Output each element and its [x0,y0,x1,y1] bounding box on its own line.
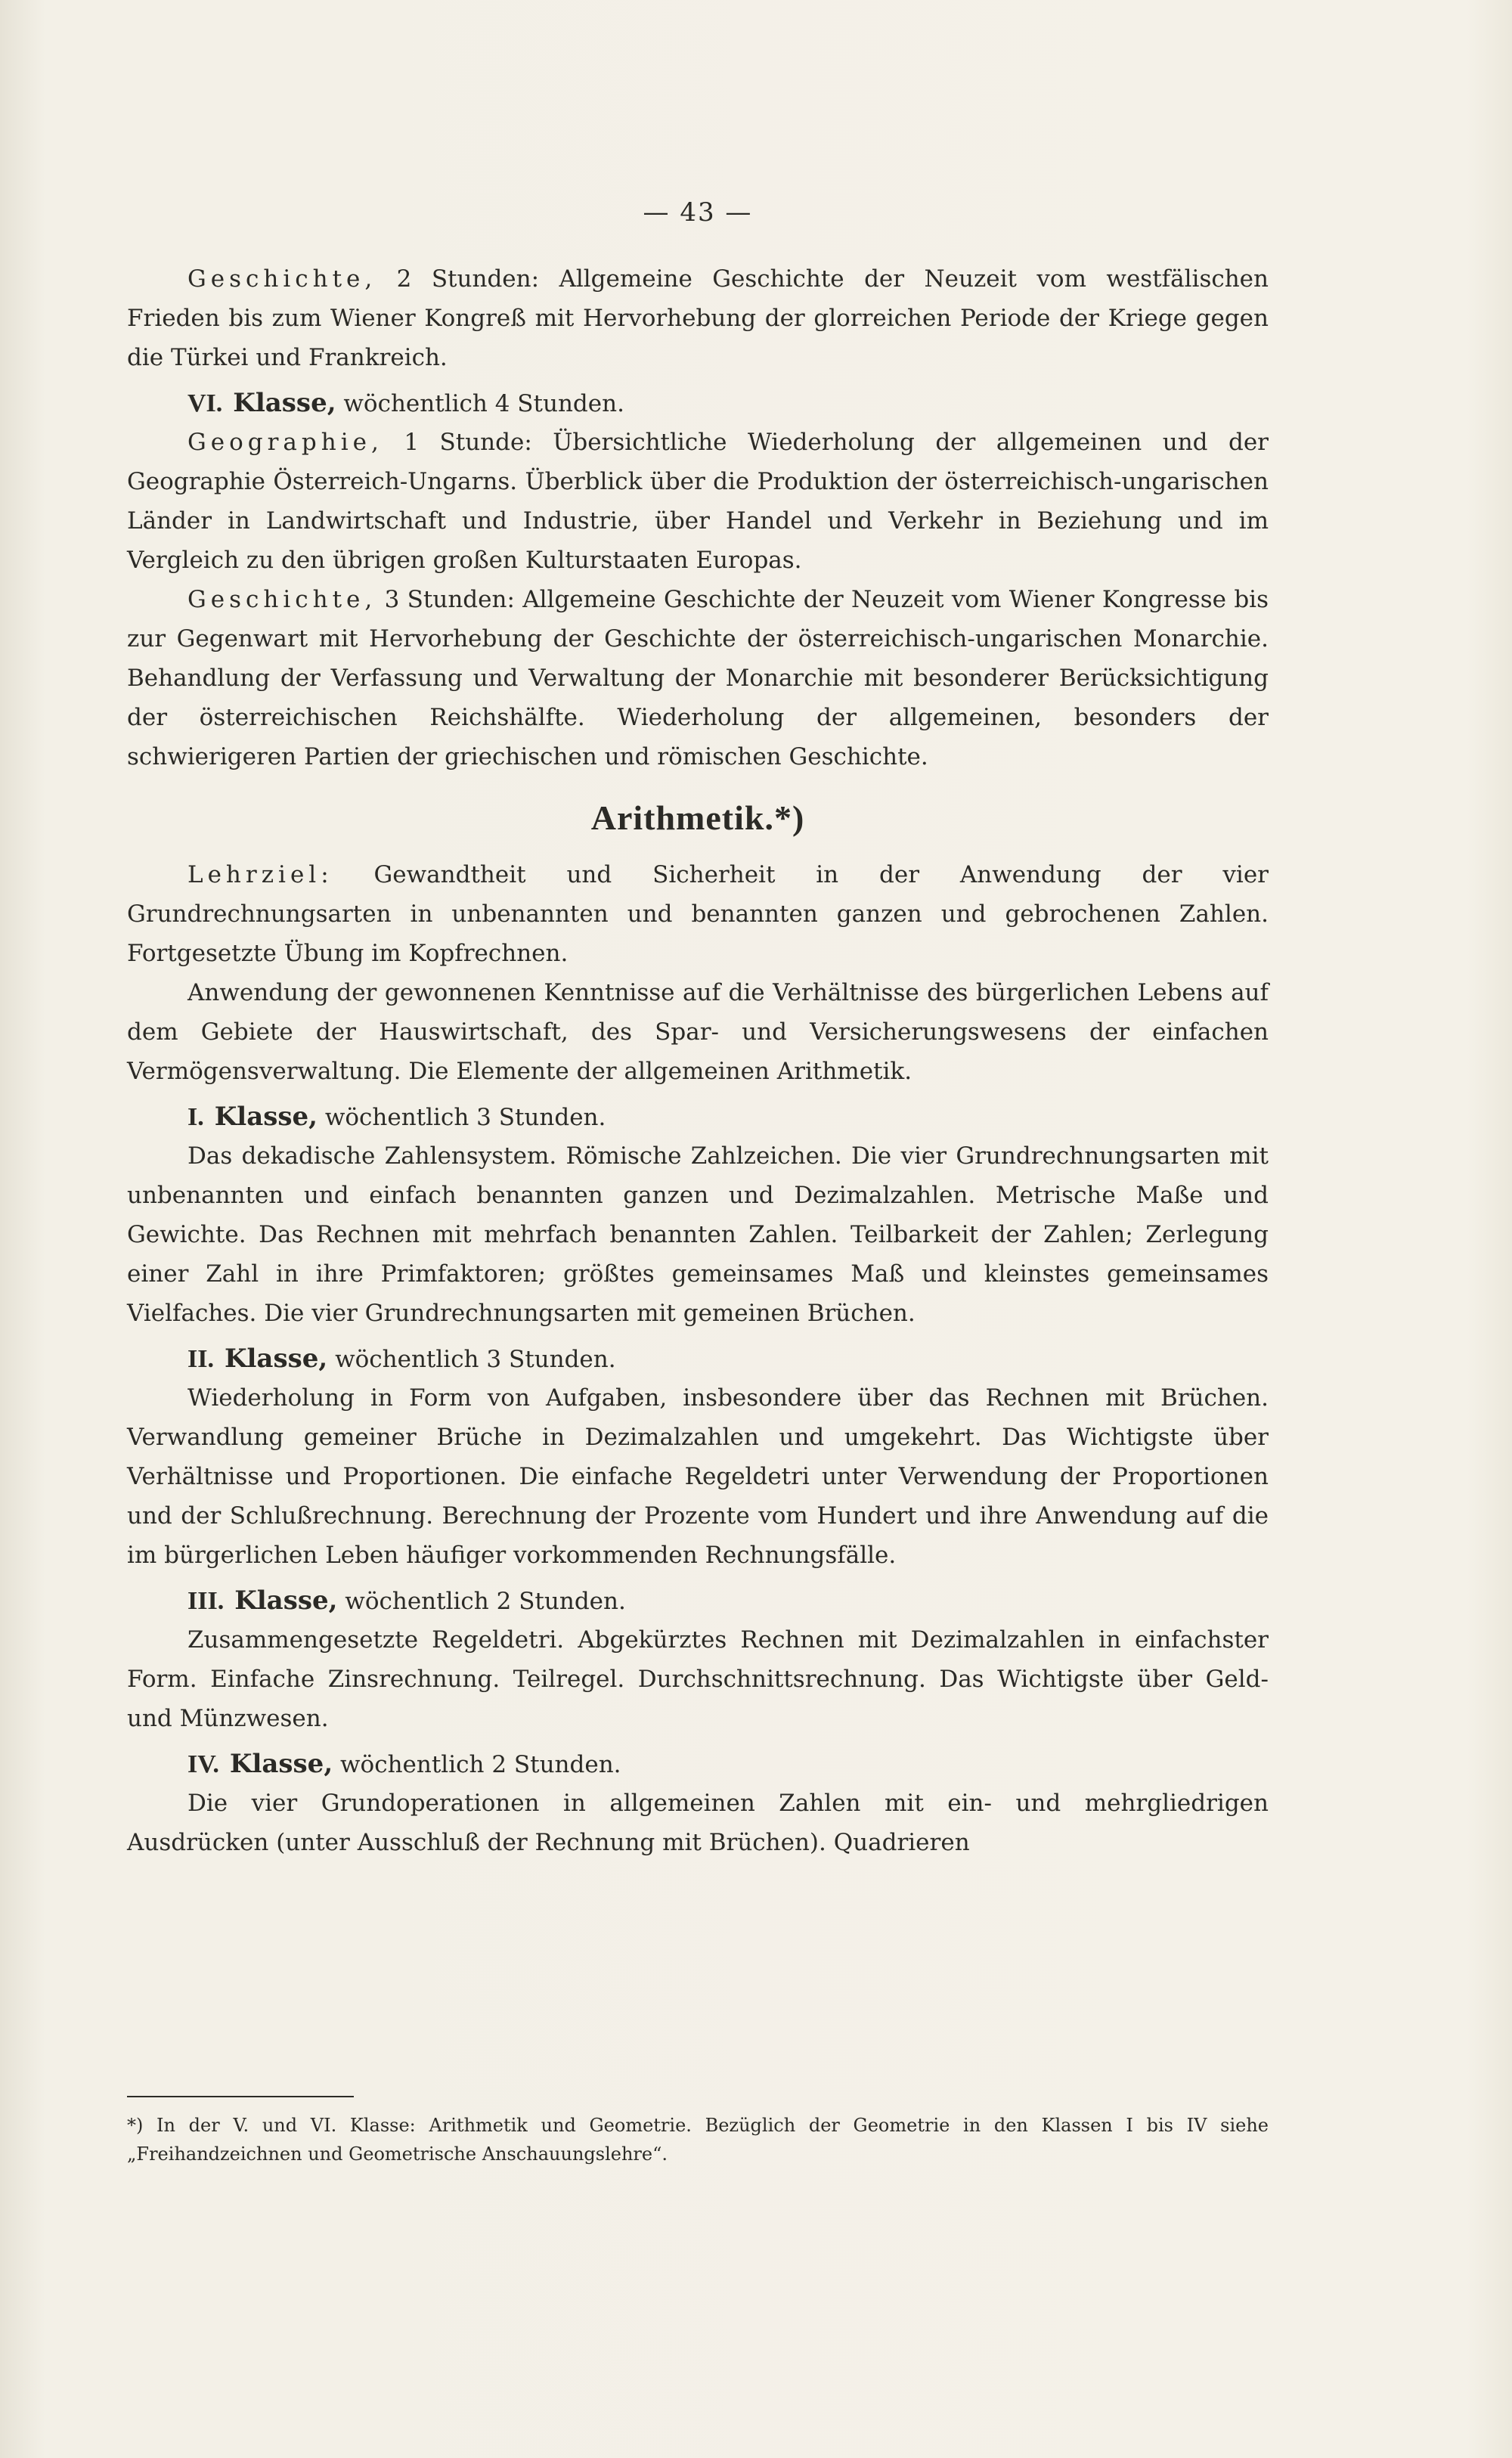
klasse-iii-hours: wöchentlich 2 Stunden. [337,1588,626,1615]
anwendung-paragraph: Anwendung der gewonnenen Kenntnisse auf die Verhältnisse des bürgerlichen Lebens auf dem Gebiete der Hauswirtschaft, des Spar- und Versicherungswesens der einfachen Vermögensverwaltung. Die Elemente der allgemeinen Arithmetik. [127,979,1269,1085]
klasse-i-number: I. [187,1103,204,1131]
klasse-ii-hours: wöchentlich 3 Stunden. [327,1346,616,1373]
footnote: *) In der V. und VI. Klasse: Arithmetik und Geometrie. Bezüglich der Geometrie in den Klassen I bis IV siehe „Freihandzeichnen und Geometrische Anschauungslehre“. [127,2115,1269,2165]
klasse-iii-text: Zusammengesetzte Regeldetri. Abgekürztes Rechnen mit Dezimalzahlen in einfachster Form. Einfache Zinsrechnung. Teilregel. Durchschnittsrechnung. Das Wichtigste über Geld- und Münzwesen. [127,1626,1269,1732]
klasse-vi-number: VI. [187,389,223,417]
klasse-iv-heading [127,1744,1269,1784]
geschichte-v-text: 2 Stunden: Allgemeine Geschichte der Neuzeit vom westfälischen Frieden bis zum Wiener Kongreß mit Hervorhebung der glorreichen Periode der Kriege gegen die Türkei und Frankreich. [127,265,1269,371]
klasse-iv-hours: wöchentlich 2 Stunden. [333,1751,621,1778]
geschichte-v-label: Geschichte, [187,265,377,293]
klasse-iii-number: III. [187,1587,225,1615]
geographie-label: Geographie, [187,429,383,456]
klasse-i-heading [127,1097,1269,1136]
lehrziel-label: Lehrziel: [187,861,333,888]
geographie-text: 1 Stunde: Übersichtliche Wiederholung der allgemeinen und der Geographie Österreich-Ungarns. Überblick über die Produktion der österreichisch-ungarischen Länder in Landwirtschaft und Industrie, über Handel und Verkehr in Beziehung und im Vergleich zu den übrigen großen Kulturstaaten Europas. [127,429,1269,574]
lehrziel-text: Gewandtheit und Sicherheit in der Anwendung der vier Grundrechnungsarten in unbenannten und benannten ganzen und gebrochenen Zahlen. Fortgesetzte Übung im Kopfrechnen. [127,861,1269,967]
klasse-i-label: Klasse, [214,1102,318,1132]
klasse-iv-number: IV. [187,1750,219,1778]
lehrziel-paragraph [127,855,1269,973]
klasse-iv-label: Klasse, [229,1749,333,1779]
page-number: — 43 — [643,197,753,228]
arithmetik-title: Arithmetik.*) [590,798,805,837]
klasse-vi-hours: wöchentlich 4 Stunden. [336,390,624,417]
klasse-iii-heading [127,1581,1269,1620]
klasse-vi-label: Klasse, [233,388,336,418]
geschichte-vi-label: Geschichte, [187,586,377,613]
geschichte-vi-paragraph [127,580,1269,776]
klasse-ii-text: Wiederholung in Form von Aufgaben, insbesondere über das Rechnen mit Brüchen. Verwandlung gemeiner Brüche in Dezimalzahlen und umgekehrt. Das Wichtigste über Verhältnisse und Proportionen. Die einfache Regeldetri unter Verwendung der Proportionen und der Schlußrechnung. Berechnung der Prozente vom Hundert und ihre Anwendung auf die im bürgerlichen Leben häufiger vorkommenden Rechnungsfälle. [127,1384,1269,1569]
klasse-iv-text: Die vier Grundoperationen in allgemeinen Zahlen mit ein- und mehrgliedrigen Ausdrücken (unter Ausschluß der Rechnung mit Brüchen). Quadrieren [127,1790,1269,1856]
geschichte-vi-text: 3 Stunden: Allgemeine Geschichte der Neuzeit vom Wiener Kongresse bis zur Gegenwart mit Hervorhebung der Geschichte der österreichisch-ungarischen Monarchie. Behandlung der Verfassung und Verwaltung der Monarchie mit besonderer Berücksichtigung der österreichischen Reichshälfte. Wiederholung der allgemeinen, besonders der schwierigeren Partien der griechischen und römischen Geschichte. [127,586,1269,770]
klasse-i-text: Das dekadische Zahlensystem. Römische Zahlzeichen. Die vier Grundrechnungsarten mit unbenannten und einfach benannten ganzen und Dezimalzahlen. Metrische Maße und Gewichte. Das Rechnen mit mehrfach benannten Zahlen. Teilbarkeit der Zahlen; Zerlegung einer Zahl in ihre Primfaktoren; größtes gemeinsames Maß und kleinstes gemeinsames Vielfaches. Die vier Grundrechnungsarten mit gemeinen Brüchen. [127,1142,1269,1327]
klasse-ii-number: II. [187,1345,214,1373]
klasse-ii-label: Klasse, [224,1344,328,1374]
text-block [127,170,1269,1862]
klasse-vi-heading [127,383,1269,423]
footnote-rule [127,2096,354,2097]
geschichte-v-paragraph [127,259,1269,377]
klasse-i-hours: wöchentlich 3 Stunden. [317,1104,606,1131]
geographie-paragraph [127,423,1269,580]
klasse-ii-heading [127,1339,1269,1378]
klasse-iii-label: Klasse, [234,1585,338,1616]
